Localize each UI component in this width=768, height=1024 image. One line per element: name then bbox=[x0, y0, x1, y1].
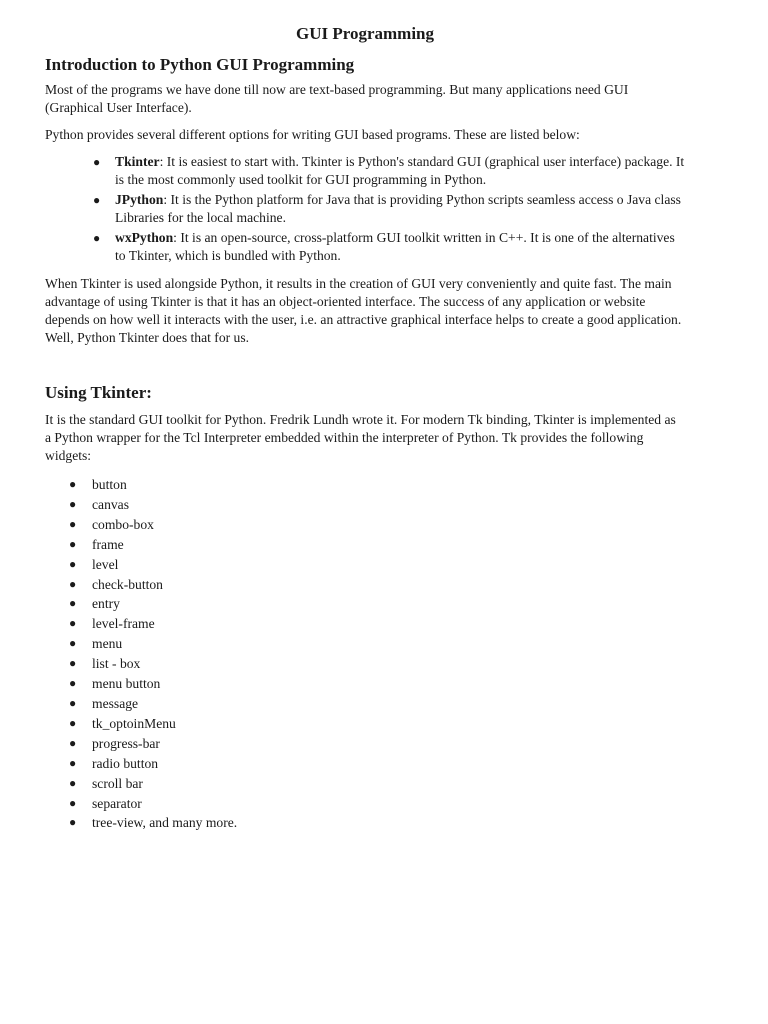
widget-name: combo-box bbox=[92, 516, 154, 532]
widget-name: button bbox=[92, 477, 127, 492]
bullet-icon: ● bbox=[69, 795, 77, 810]
option-name: JPython bbox=[115, 192, 164, 207]
widget-name: level bbox=[92, 556, 119, 572]
bullet-icon: ● bbox=[93, 193, 101, 207]
bullet-icon: ● bbox=[69, 477, 77, 491]
option-text: : It is an open-source, cross-platform GUI toolkit written in C++. It is one of the alternatives to Tkinter, which is bundled with Python. bbox=[115, 230, 675, 263]
list-item bbox=[93, 153, 685, 189]
list-item bbox=[69, 634, 685, 654]
list-item bbox=[69, 754, 685, 774]
bullet-icon: ● bbox=[69, 576, 77, 591]
list-item bbox=[69, 694, 685, 714]
list-item bbox=[69, 674, 685, 694]
bullet-icon: ● bbox=[93, 231, 101, 245]
intro-paragraph-2: Python provides several different options for writing GUI based programs. These are listed below: bbox=[45, 127, 580, 142]
option-text: : It is easiest to start with. Tkinter is Python's standard GUI (graphical user interface) package. It is the most commonly used toolkit for GUI programming in Python. bbox=[115, 154, 685, 187]
widget-name: menu bbox=[92, 636, 123, 652]
widget-name: list - box bbox=[92, 656, 141, 672]
document-title: GUI Programming bbox=[295, 24, 435, 43]
list-item bbox=[93, 191, 685, 227]
list-item bbox=[69, 734, 685, 754]
bullet-icon: ● bbox=[69, 715, 77, 730]
option-text: : It is the Python platform for Java that is providing Python scripts seamless access o Java class Libraries for the local machine. bbox=[115, 192, 681, 225]
widget-name: progress-bar bbox=[92, 735, 160, 751]
document-page bbox=[45, 22, 685, 833]
bullet-icon: ● bbox=[69, 695, 77, 710]
bullet-icon: ● bbox=[93, 155, 101, 169]
list-item bbox=[69, 714, 685, 734]
bullet-icon: ● bbox=[69, 596, 77, 611]
widget-name: canvas bbox=[92, 496, 129, 512]
list-item bbox=[93, 229, 685, 265]
option-name: Tkinter bbox=[115, 154, 160, 169]
widget-name: scroll bar bbox=[92, 775, 143, 791]
list-item bbox=[69, 535, 685, 555]
bullet-icon: ● bbox=[69, 775, 77, 790]
list-item bbox=[69, 515, 685, 535]
widget-name: menu button bbox=[92, 676, 161, 692]
widget-name: separator bbox=[92, 795, 142, 811]
gui-options-list bbox=[45, 153, 685, 265]
widget-name: level-frame bbox=[92, 616, 155, 632]
widget-name: tk_optoinMenu bbox=[92, 715, 176, 731]
bullet-icon: ● bbox=[69, 516, 77, 531]
list-item bbox=[69, 654, 685, 674]
widget-name: message bbox=[92, 695, 139, 711]
tkinter-paragraph: When Tkinter is used alongside Python, it results in the creation of GUI very conveniently and quite fast. The main advantage of using Tkinter is that it has an object-oriented interface. The success of any application or website depends on how well it interacts with the user, i.e. an attractive graphical interface helps to create a good application. Well, Python Tkinter does that for us. bbox=[45, 276, 682, 345]
widgets-list bbox=[45, 475, 685, 833]
using-tkinter-paragraph: It is the standard GUI toolkit for Python. Fredrik Lundh wrote it. For modern Tk binding, Tkinter is implemented as a Python wrapper for the Tcl Interpreter embedded within the interpreter of Python. Tk provides the following widgets: bbox=[45, 412, 676, 463]
bullet-icon: ● bbox=[69, 656, 77, 671]
option-name: wxPython bbox=[115, 230, 174, 245]
list-item bbox=[69, 794, 685, 814]
intro-paragraph-1: Most of the programs we have done till now are text-based programming. But many applications need GUI (Graphical User Interface). bbox=[45, 82, 629, 115]
bullet-icon: ● bbox=[69, 556, 77, 571]
bullet-icon: ● bbox=[69, 636, 77, 651]
widget-name: radio button bbox=[92, 755, 159, 771]
list-item bbox=[69, 495, 685, 515]
bullet-icon: ● bbox=[69, 735, 77, 750]
widget-name: frame bbox=[92, 536, 124, 552]
bullet-icon: ● bbox=[69, 616, 77, 631]
list-item bbox=[69, 475, 685, 495]
bullet-icon: ● bbox=[69, 676, 77, 691]
list-item bbox=[69, 575, 685, 595]
list-item bbox=[69, 614, 685, 634]
using-tkinter-heading: Using Tkinter: bbox=[45, 383, 152, 402]
intro-heading: Introduction to Python GUI Programming bbox=[45, 55, 355, 74]
bullet-icon: ● bbox=[69, 536, 77, 551]
widget-name: check-button bbox=[92, 576, 163, 592]
bullet-icon: ● bbox=[69, 755, 77, 770]
widget-name: entry bbox=[92, 596, 120, 612]
bullet-icon: ● bbox=[69, 496, 77, 511]
list-item bbox=[69, 813, 685, 833]
list-item bbox=[69, 774, 685, 794]
list-item bbox=[69, 555, 685, 575]
widget-name: tree-view, and many more. bbox=[92, 815, 238, 831]
list-item bbox=[69, 594, 685, 614]
bullet-icon: ● bbox=[69, 815, 77, 830]
